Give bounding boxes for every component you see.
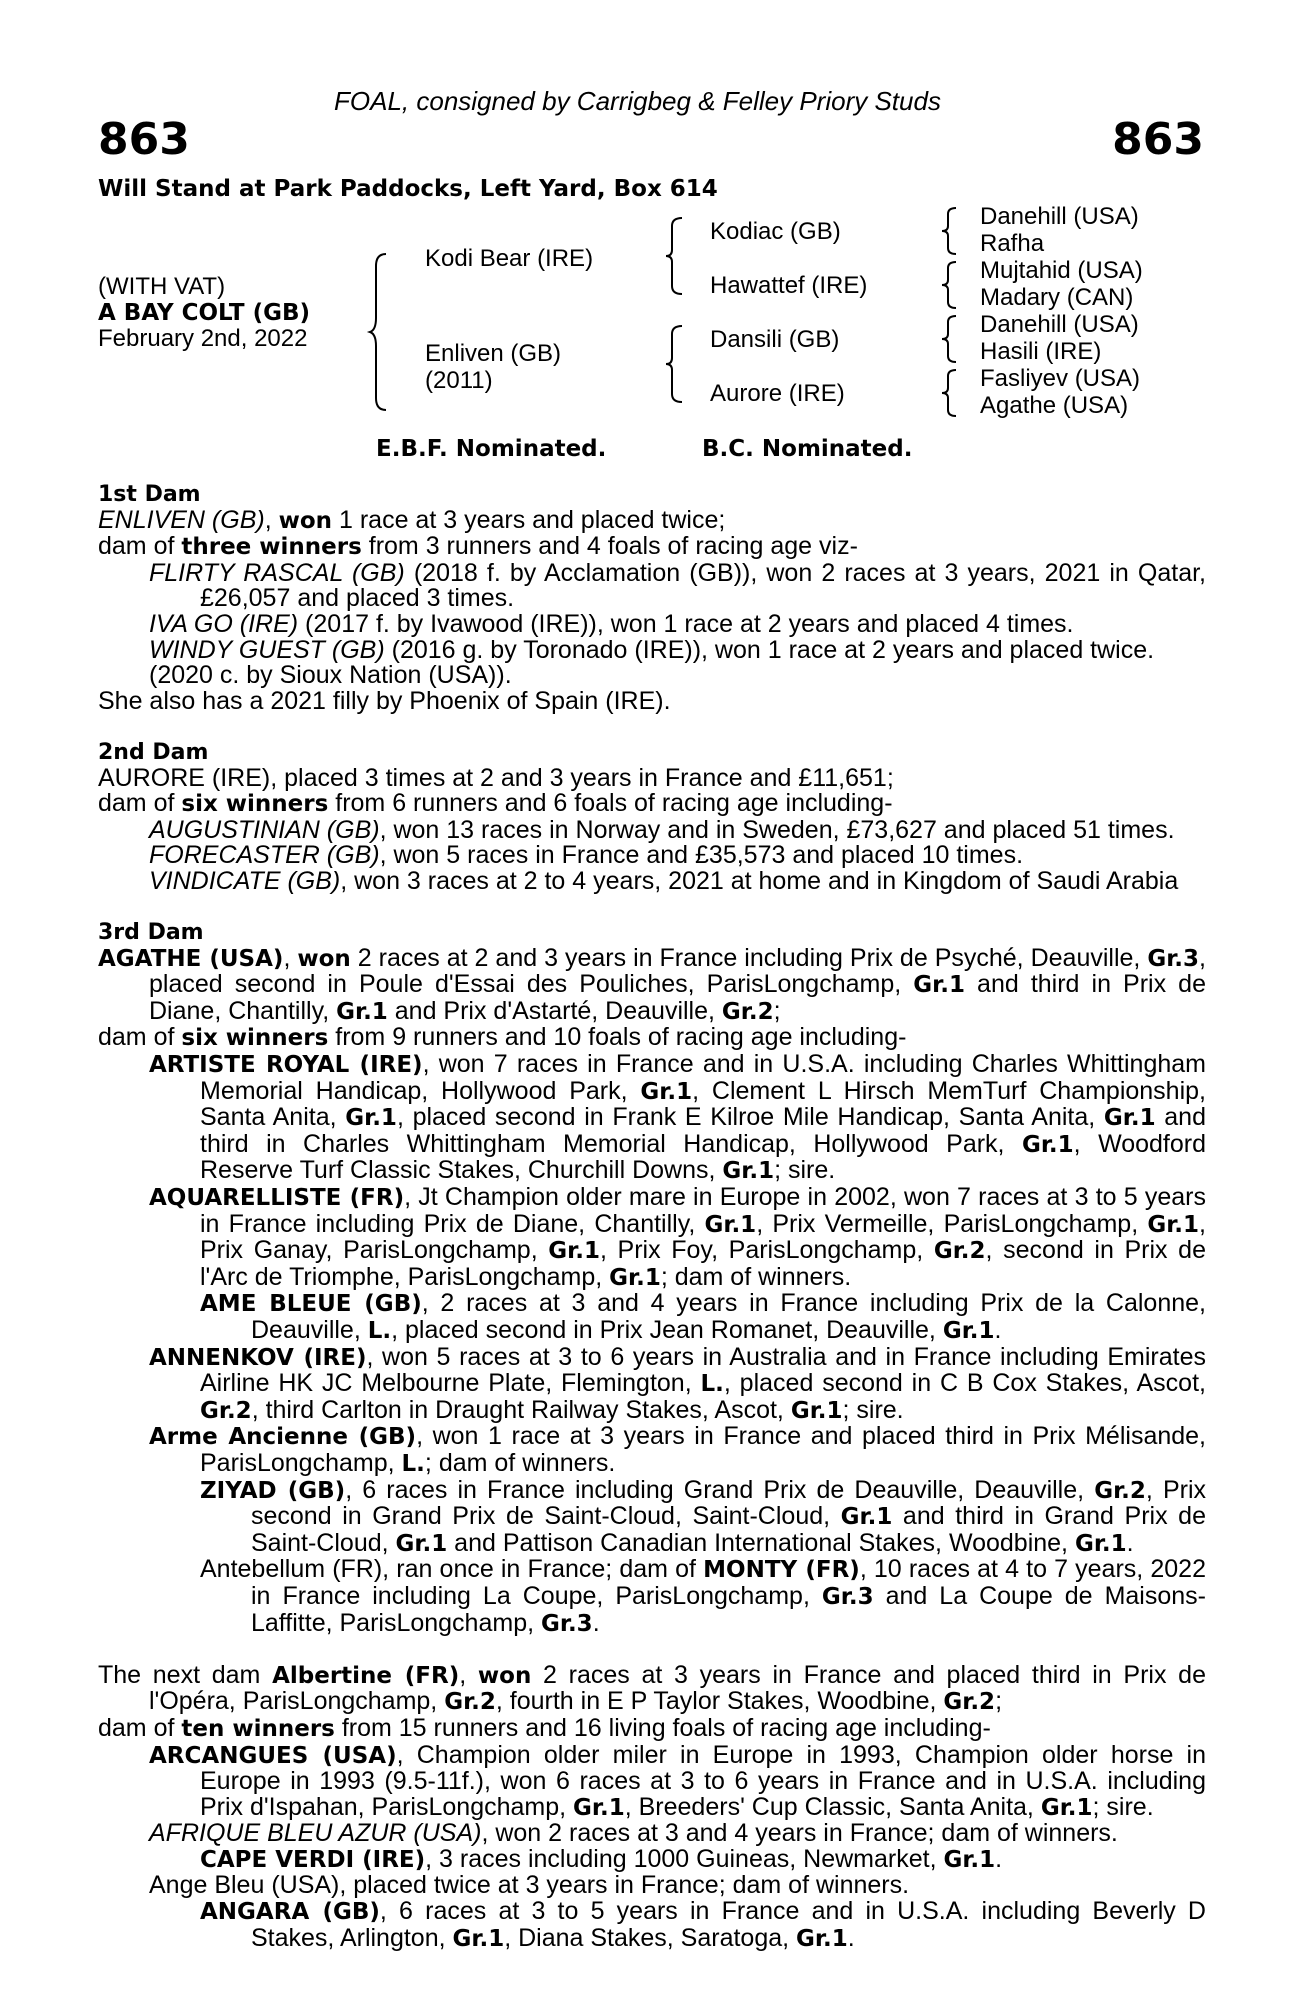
catalogue-body [98,482,1206,1952]
bold-text: Gr.1 [1103,1105,1156,1132]
text: . [1126,1528,1134,1557]
bold-text: won [477,1662,532,1689]
text: , [283,943,298,972]
text: AURORE (IRE), placed 3 times at 2 and 3 years in France and £11,651; [98,763,894,792]
bold-text: AME BLEUE (GB) [200,1291,422,1318]
text: , Prix second in Grand Prix de Saint-Cloud, Saint-Cloud, [251,1475,1206,1531]
pedigree-entry [98,1899,1206,1952]
text: , [264,505,279,534]
bold-text: Albertine (FR) [272,1662,460,1689]
text: , Breeders' Cup Classic, Santa Anita, [624,1792,1041,1821]
pedigree-entry [98,1557,1206,1637]
text: 1 race at 3 years and placed twice; [332,505,726,534]
text: Antebellum (FR), ran once in France; dam of [200,1555,704,1584]
text: and Pattison Canadian International Stakes, Woodbine, [447,1528,1075,1557]
pedigree-dss: Danehill (USA) [980,311,1139,338]
pedigree-entry [98,1660,1206,1716]
bold-text: Gr.3 [1147,945,1200,972]
pedigree-dsd: Hasili (IRE) [980,338,1102,365]
dam-section [98,920,1206,1637]
italic-text: FLIRTY RASCAL (GB) [149,558,405,587]
bold-text: Gr.1 [1040,1794,1093,1821]
vat-note: (WITH VAT) [98,273,226,300]
pedigree-entry [98,686,1206,715]
text: , won 2 races at 3 and 4 years in France; dam of winners. [481,1819,1118,1848]
text: , placed second in Poule d'Essai des Pouliches, ParisLongchamp, [149,943,1206,999]
text: (2020 c. by Sioux Nation (USA)). [149,661,512,690]
italic-text: FORECASTER (GB) [149,841,380,870]
text: and third in Prix de Diane, Chantilly, [149,970,1206,1025]
bold-text: AQUARELLISTE (FR) [149,1185,405,1212]
bold-text: L. [700,1371,724,1398]
bold-text: Gr.3 [821,1583,874,1610]
text: and Prix d'Astarté, Deauville, [387,996,722,1025]
text: , won 5 races at 3 to 6 years in Australia and in France including Emirates Airline HK JC Melbourne Plate, Flemington, [200,1342,1207,1398]
bold-text: Gr.1 [395,1530,448,1557]
pedigree-sire-dam: Hawattef (IRE) [710,272,868,299]
pedigree-entry [98,866,1206,895]
bold-text: Gr.1 [840,1504,893,1531]
bold-text: ARCANGUES (USA) [149,1742,397,1769]
text: , 6 races in France including Grand Prix de Deauville, Deauville, [345,1475,1095,1504]
pedigree-entry [98,1424,1206,1477]
brace-sd [940,260,960,310]
pedigree-sire: Kodi Bear (IRE) [425,245,594,272]
bold-text: Gr.1 [704,1211,757,1238]
dam-section [98,740,1206,895]
text: , placed second in Prix Jean Romanet, Deauville, [391,1316,943,1344]
pedigree-entry [98,609,1206,638]
text: ; [773,996,781,1025]
bold-text: won [297,945,351,972]
italic-text: VINDICATE (GB) [149,866,341,895]
text: , Diana Stakes, Saratoga, [504,1923,797,1952]
bold-text: Gr.1 [942,1318,995,1344]
italic-text: AFRIQUE BLEU AZUR (USA) [149,1819,482,1848]
pedigree-dds: Fasliyev (USA) [980,365,1141,392]
text: , 10 races at 4 to 7 years, 2022 in France including La Coupe, ParisLongchamp, [251,1555,1206,1610]
pedigree-entry [98,558,1206,613]
bold-text: six winners [181,1025,329,1052]
bold-text: ANGARA (GB) [200,1899,380,1926]
italic-text: ENLIVEN (GB) [98,505,265,534]
pedigree-entry [98,1873,1206,1899]
text: , Prix Foy, ParisLongchamp, [599,1236,934,1265]
pedigree-ssd: Rafha [980,230,1045,257]
bold-text: Gr.2 [933,1238,986,1265]
pedigree-entry [98,815,1206,844]
brace-dd [940,368,960,418]
text: from 15 runners and 16 living foals of racing age including- [334,1713,991,1742]
dam-section [98,482,1206,714]
italic-text: IVA GO (IRE) [149,609,299,638]
section-heading: 2nd Dam [98,739,209,765]
text: , Champion older miler in Europe in 1993, Champion older horse in Europe in 1993 (9.5-11f.), won 6 races at 3 to 6 years in France and in U.S.A. including Prix d'Ispahan, ParisLongchamp, [200,1740,1207,1821]
bold-text: Arme Ancienne (GB) [149,1424,417,1451]
text: ; sire. [774,1156,836,1185]
italic-text: WINDY GUEST (GB) [149,635,385,664]
bold-text: Gr.3 [541,1610,593,1637]
pedigree-entry [98,843,1206,869]
bold-text: ARTISTE ROYAL (IRE) [149,1052,423,1079]
bold-text: Gr.1 [1147,1211,1200,1238]
section-heading: 3rd Dam [98,920,204,946]
text: , won 13 races in Norway and in Sweden, £73,627 and placed 51 times. [379,815,1175,844]
text: (2017 f. by Ivawood (IRE)), won 1 race at 2 years and placed 4 times. [298,609,1074,638]
text: from 9 runners and 10 foals of racing age including- [328,1023,907,1052]
text: , Prix Vermeille, ParisLongchamp, [756,1209,1148,1238]
lot-number-left: 863 [98,114,190,165]
bold-text: AGATHE (USA) [98,945,284,972]
pedigree-dam: Enliven (GB) [425,340,562,367]
text: Ange Bleu (USA), placed twice at 3 years in France; dam of winners. [149,1871,910,1900]
pedigree-entry [98,534,1206,561]
text: ; dam of winners. [660,1262,852,1291]
pedigree-sds: Mujtahid (USA) [980,257,1143,284]
bold-text: won [278,507,333,534]
pedigree-entry [98,1740,1207,1822]
bold-text: Gr.1 [1021,1131,1074,1158]
text: , won 3 races at 2 to 4 years, 2021 at home and in Kingdom of Saudi Arabia [340,866,1179,895]
text: ; sire. [1092,1792,1154,1821]
bold-text: Gr.1 [722,1158,775,1185]
text: ; [995,1687,1003,1716]
text: from 3 runners and 4 foals of racing age viz- [361,532,858,561]
pedigree-entry [98,1713,1206,1743]
text: , second in Prix de l'Arc de Triomphe, ParisLongchamp, [200,1236,1206,1291]
text: . [994,1316,1002,1344]
brace-ss [940,206,960,256]
text: and La Coupe de Maisons-Laffitte, ParisLongchamp, [251,1581,1206,1637]
pedigree-sss: Danehill (USA) [980,203,1139,230]
bold-text: L. [401,1450,425,1477]
dam-section [98,1660,1207,1953]
pedigree-entry [98,1185,1206,1291]
text: , placed second in Frank E Kilroe Mile Handicap, Santa Anita, [396,1103,1104,1132]
pedigree-sire-sire: Kodiac (GB) [710,218,841,245]
bold-text: ZIYAD (GB) [200,1477,346,1504]
text: ; dam of winners. [424,1448,616,1477]
bc-nominated: B.C. Nominated. [702,436,913,462]
text: . [592,1608,600,1637]
text: , third Carlton in Draught Railway Stakes, Ascot, [251,1395,791,1424]
pedigree-dam-sire: Dansili (GB) [710,326,840,353]
pedigree-entry [98,1844,1206,1874]
pedigree-dam-year: (2011) [425,367,493,394]
pedigree-dam-dam: Aurore (IRE) [710,380,845,407]
bold-text: Gr.2 [721,998,774,1025]
text: , Jt Champion older mare in Europe in 2002, won 7 races at 3 to 5 years in France including Prix de Diane, Chantilly, [200,1183,1207,1238]
text: , Prix Ganay, ParisLongchamp, [200,1209,1206,1265]
bold-text: Gr.2 [1094,1477,1146,1504]
text: . [995,1844,1003,1873]
text: and third in Grand Prix de Saint-Cloud, [251,1502,1206,1557]
brace-horse [368,252,390,412]
bold-text: L. [367,1318,392,1344]
pedigree-sdd: Madary (CAN) [980,284,1134,311]
text: The next dam [98,1660,273,1689]
text: , [459,1660,478,1689]
text: from 6 runners and 6 foals of racing age including- [328,789,893,818]
stand-location: Will Stand at Park Paddocks, Left Yard, Box 614 [98,176,718,202]
bold-text: Gr.1 [640,1078,693,1105]
bold-text: Gr.1 [796,1925,848,1952]
bold-text: Gr.1 [345,1105,397,1132]
pedigree-entry [98,1821,1206,1847]
bold-text: Gr.1 [943,1846,996,1873]
text: She also has a 2021 filly by Phoenix of Spain (IRE). [98,686,671,715]
pedigree-entry [98,635,1206,664]
bold-text: Gr.1 [1074,1530,1127,1557]
text: , 2 races at 3 and 4 years in France including Prix de la Calonne, Deauville, [251,1289,1206,1344]
text: 2 races at 3 years in France and placed third in Prix de l'Opéra, ParisLongchamp, [149,1660,1206,1716]
pedigree-entry [98,663,1206,689]
lot-number-right: 863 [1112,114,1204,165]
text: 2 races at 2 and 3 years in France including Prix de Psyché, Deauville, [350,943,1148,972]
bold-text: ten winners [181,1715,335,1742]
pedigree-ddd: Agathe (USA) [980,392,1129,419]
text: dam of [98,532,182,561]
brace-dam [664,324,686,404]
bold-text: Gr.1 [573,1794,625,1821]
text: , won 5 races in France and £35,573 and placed 10 times. [379,841,1024,870]
pedigree-entry [98,1342,1207,1425]
section-heading: 1st Dam [98,482,201,507]
bold-text: Gr.1 [790,1397,843,1424]
bold-text: MONTY (FR) [703,1557,860,1584]
bold-text: Gr.2 [943,1689,996,1716]
text: (2018 f. by Acclamation (GB)), won 2 races at 3 years, 2021 in Qatar, £26,057 and placed 3 times. [200,558,1206,613]
bold-text: Gr.1 [548,1238,600,1265]
text: , Clement L Hirsch MemTurf Championship, Santa Anita, [200,1076,1206,1132]
bold-text: ANNENKOV (IRE) [149,1344,367,1371]
text: . [847,1923,855,1952]
text: , won 7 races in France and in U.S.A. including Charles Whittingham Memorial Handicap, Hollywood Park, [200,1050,1206,1105]
text: (2016 g. by Toronado (IRE)), won 1 race at 2 years and placed twice. [384,635,1155,664]
bold-text: CAPE VERDI (IRE) [200,1846,426,1873]
pedigree-entry [98,763,1206,792]
text: , won 1 race at 3 years in France and placed third in Prix Mélisande, ParisLongchamp, [200,1422,1207,1477]
italic-text: AUGUSTINIAN (GB) [149,815,380,844]
text: dam of [98,1713,182,1742]
pedigree-entry [98,791,1206,818]
bold-text: Gr.2 [444,1689,496,1716]
text: , 6 races at 3 to 5 years in France and in U.S.A. including Beverly D Stakes, Arlington, [251,1897,1206,1952]
brace-sire [664,216,686,296]
pedigree-entry [98,1052,1206,1185]
pedigree-entry [98,1475,1206,1558]
bold-text: Gr.1 [913,972,965,999]
text: and third in Charles Whittingham Memorial Handicap, Hollywood Park, [200,1103,1206,1158]
horse-name: A BAY COLT (GB) [98,300,311,326]
bold-text: Gr.2 [200,1397,252,1424]
text: dam of [98,789,182,818]
ebf-nominated: E.B.F. Nominated. [376,436,607,462]
brace-ds [940,314,960,364]
text: , 3 races including 1000 Guineas, Newmarket, [425,1844,944,1873]
pedigree-entry [98,943,1206,1026]
consignor-line: FOAL, consigned by Carrigbeg & Felley Priory Studs [334,86,941,116]
pedigree-entry [98,1291,1206,1344]
horse-dob: February 2nd, 2022 [98,325,308,352]
text: , fourth in E P Taylor Stakes, Woodbine, [495,1687,944,1716]
pedigree-entry [98,505,1206,535]
bold-text: six winners [181,791,329,818]
text: dam of [98,1023,182,1052]
pedigree-entry [98,1025,1206,1052]
text: , placed second in C B Cox Stakes, Ascot, [723,1369,1206,1398]
text: ; sire. [842,1395,904,1424]
bold-text: Gr.1 [452,1925,505,1952]
bold-text: three winners [181,534,362,561]
text: , Woodford Reserve Turf Classic Stakes, Churchill Downs, [200,1129,1207,1185]
bold-text: Gr.1 [336,998,388,1025]
bold-text: Gr.1 [609,1264,661,1291]
